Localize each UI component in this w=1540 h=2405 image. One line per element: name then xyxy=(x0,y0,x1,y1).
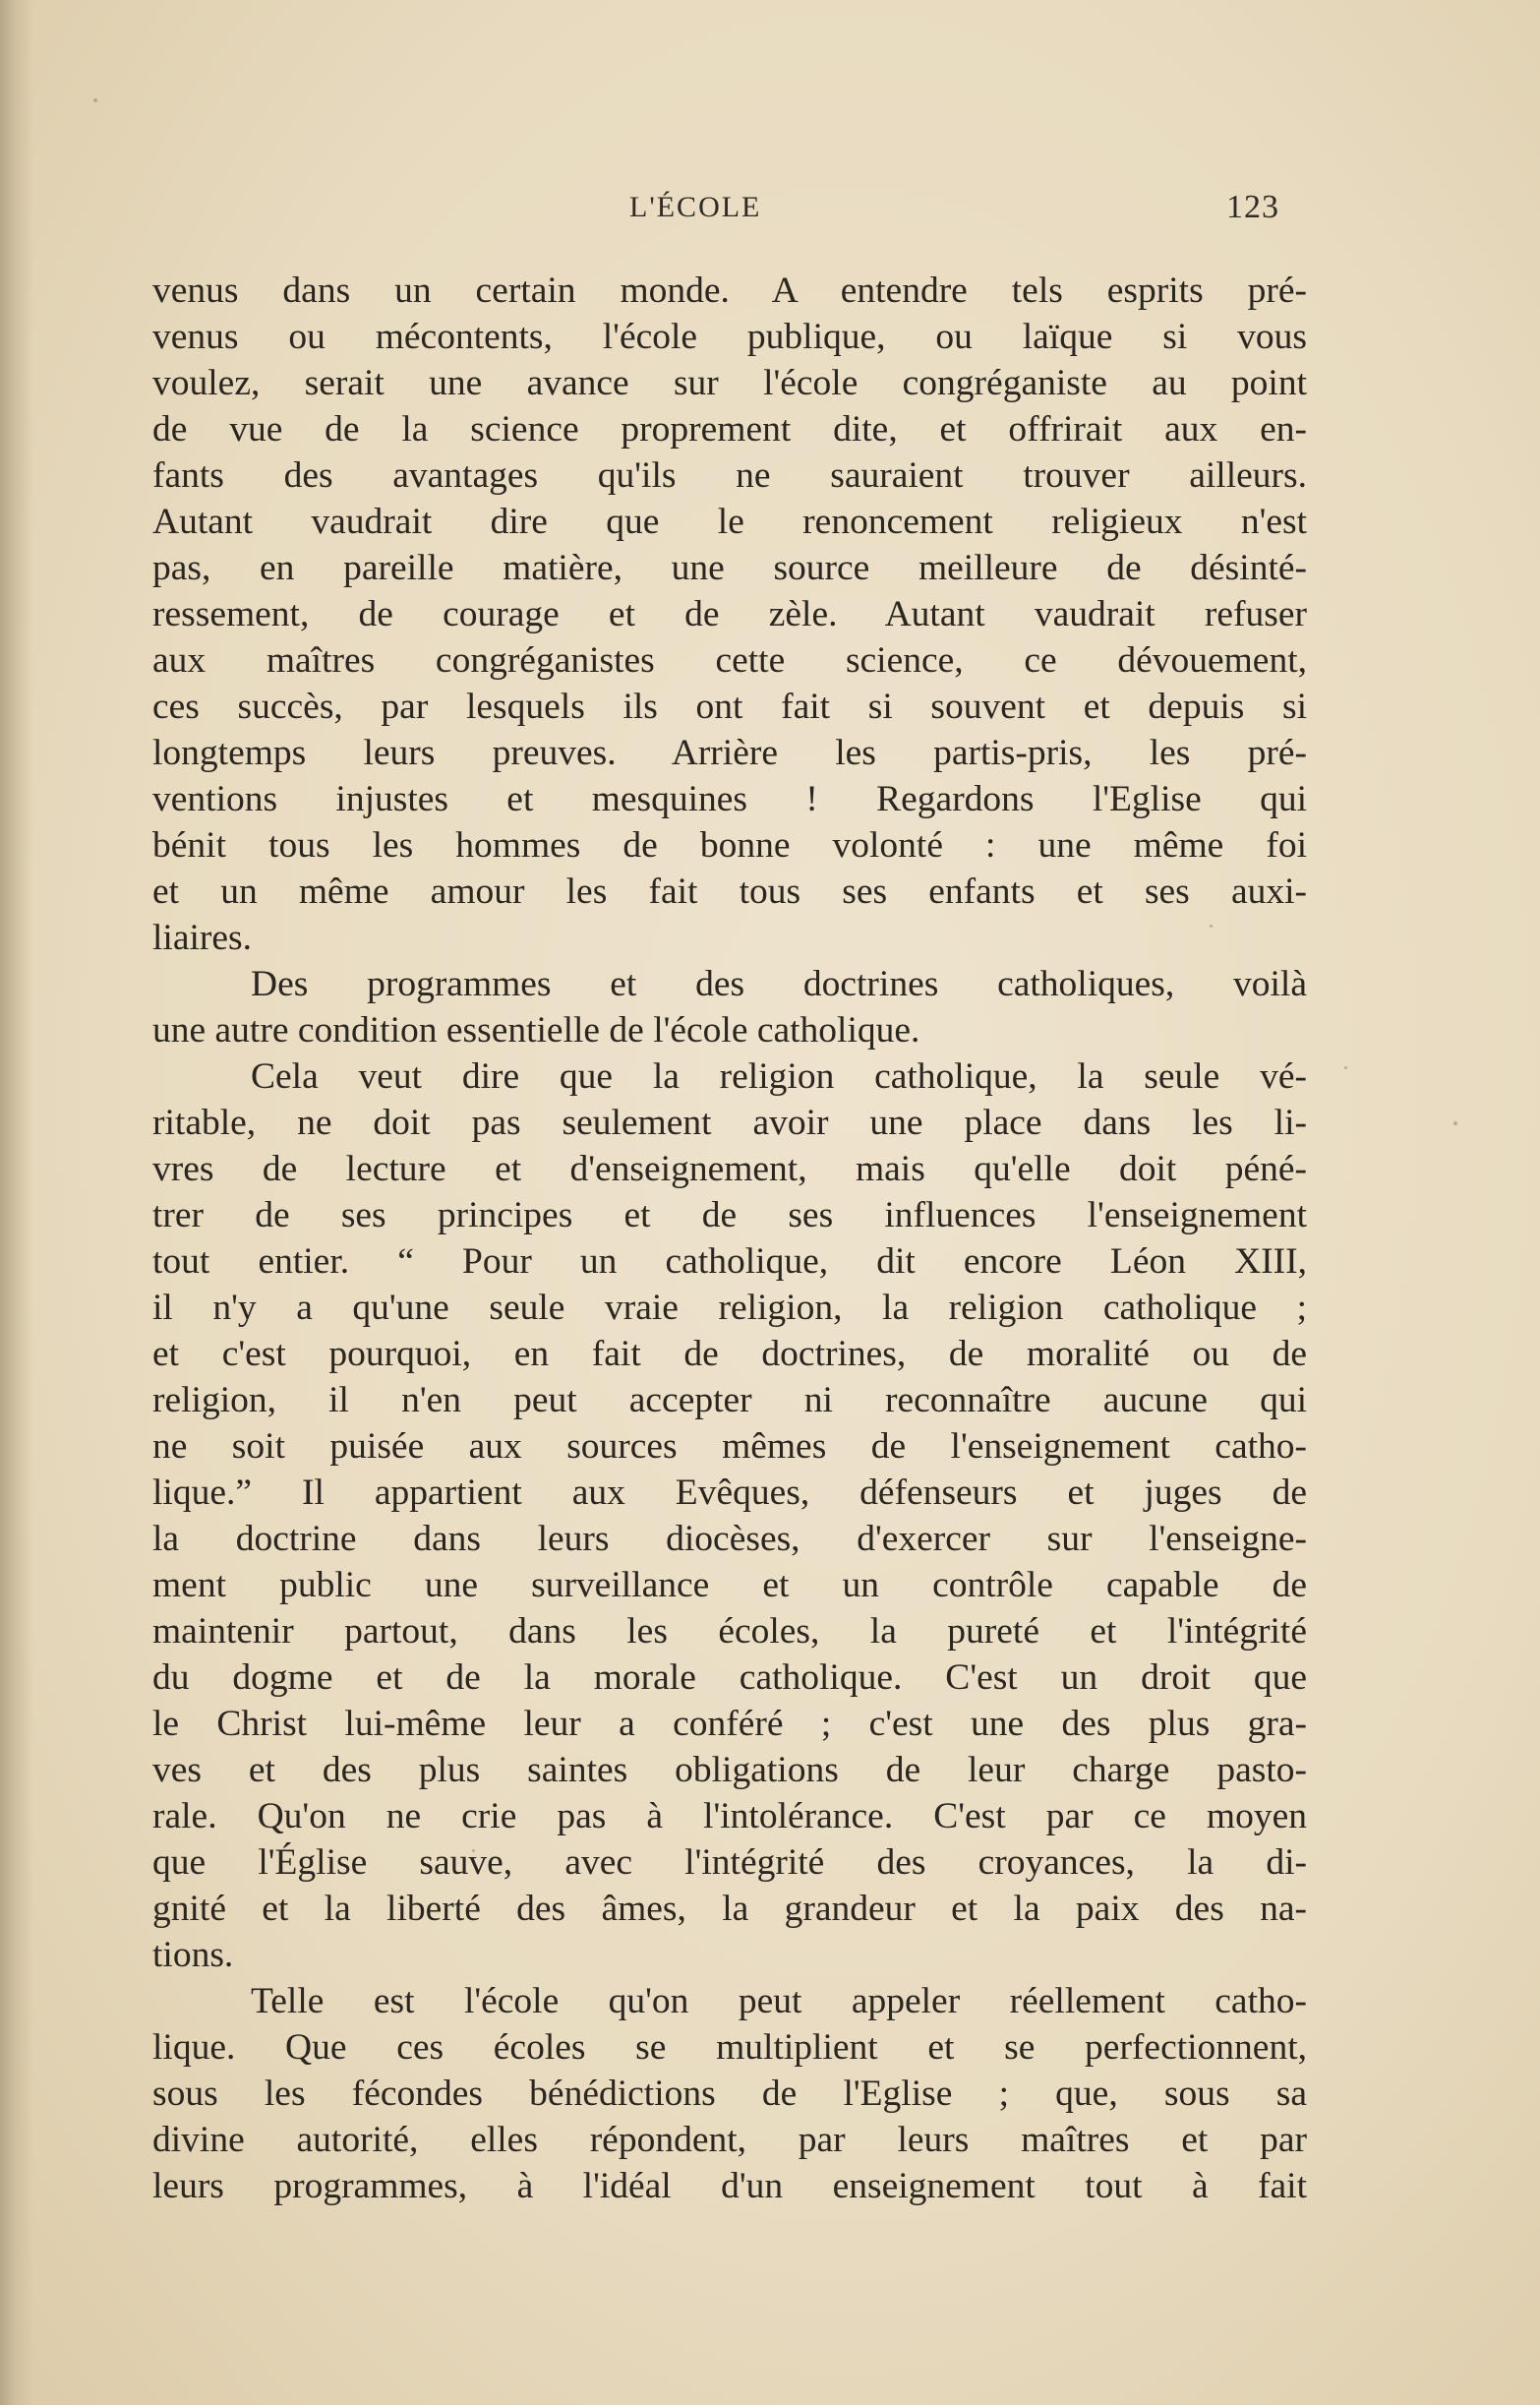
text-line: tout entier. “ Pour un catholique, dit encore Léon XIII, xyxy=(152,1241,1307,1282)
text-line: sous les fécondes bénédictions de l'Eglise ; que, sous sa xyxy=(152,2074,1307,2114)
text-line: ces succès, par lesquels ils ont fait si souvent et depuis si xyxy=(152,687,1307,727)
text-line: gnité et la liberté des âmes, la grandeur et la paix des na- xyxy=(152,1889,1307,1929)
text-line: ves et des plus saintes obligations de leur charge pasto- xyxy=(152,1750,1307,1790)
text-line: trer de ses principes et de ses influences l'enseignement xyxy=(152,1195,1307,1235)
text-line: tions. xyxy=(152,1935,234,1975)
text-line: la doctrine dans leurs diocèses, d'exercer sur l'enseigne- xyxy=(152,1519,1307,1559)
text-line: que l'Église sauve, avec l'intégrité des croyances, la di- xyxy=(152,1842,1307,1883)
text-line: venus ou mécontents, l'école publique, ou laïque si vous xyxy=(152,317,1307,357)
text-line: pas, en pareille matière, une source meilleure de désinté- xyxy=(152,548,1307,588)
text-line: ressement, de courage et de zèle. Autant vaudrait refuser xyxy=(152,594,1307,634)
text-line: leurs programmes, à l'idéal d'un enseignement tout à fait xyxy=(152,2166,1307,2206)
text-line: ment public une surveillance et un contrôle capable de xyxy=(152,1565,1307,1605)
text-line: venus dans un certain monde. A entendre tels esprits pré- xyxy=(152,271,1307,311)
text-line: Autant vaudrait dire que le renoncement religieux n'est xyxy=(152,502,1307,542)
text-line: Des programmes et des doctrines catholiques, voilà xyxy=(251,964,1307,1004)
text-line: vres de lecture et d'enseignement, mais qu'elle doit péné- xyxy=(152,1149,1307,1189)
text-line: ventions injustes et mesquines ! Regardons l'Eglise qui xyxy=(152,779,1307,819)
text-line: le Christ lui-même leur a conféré ; c'est une des plus gra- xyxy=(152,1704,1307,1744)
text-line: une autre condition essentielle de l'école catholique. xyxy=(152,1010,920,1051)
text-line: ritable, ne doit pas seulement avoir une place dans les li- xyxy=(152,1103,1307,1143)
text-line: Telle est l'école qu'on peut appeler réellement catho- xyxy=(251,1981,1307,2021)
text-line: il n'y a qu'une seule vraie religion, la religion catholique ; xyxy=(152,1288,1307,1328)
text-line: divine autorité, elles répondent, par leurs maîtres et par xyxy=(152,2120,1307,2160)
text-line: rale. Qu'on ne crie pas à l'intolérance. C'est par ce moyen xyxy=(152,1796,1307,1836)
text-line: maintenir partout, dans les écoles, la pureté et l'intégrité xyxy=(152,1611,1307,1652)
text-line: bénit tous les hommes de bonne volonté : une même foi xyxy=(152,825,1307,866)
running-head: L'ÉCOLE xyxy=(629,191,762,223)
text-line: et un même amour les fait tous ses enfants et ses auxi- xyxy=(152,872,1307,912)
page-number: 123 xyxy=(1226,189,1279,225)
text-line: liaires. xyxy=(152,918,253,958)
text-line: longtemps leurs preuves. Arrière les partis-pris, les pré- xyxy=(152,733,1307,773)
text-line: aux maîtres congréganistes cette science, ce dévouement, xyxy=(152,640,1307,681)
page-header xyxy=(0,191,1540,240)
text-line: lique. Que ces écoles se multiplient et se perfectionnent, xyxy=(152,2027,1307,2068)
text-line: lique.” Il appartient aux Evêques, défenseurs et juges de xyxy=(152,1473,1307,1513)
body-text xyxy=(152,268,1307,2209)
text-line: religion, il n'en peut accepter ni reconnaître aucune qui xyxy=(152,1380,1307,1420)
text-line: Cela veut dire que la religion catholique, la seule vé- xyxy=(251,1056,1307,1097)
text-line: et c'est pourquoi, en fait de doctrines, de moralité ou de xyxy=(152,1334,1307,1374)
text-line: fants des avantages qu'ils ne sauraient trouver ailleurs. xyxy=(152,455,1307,496)
text-line: ne soit puisée aux sources mêmes de l'enseignement catho- xyxy=(152,1426,1307,1467)
text-line: du dogme et de la morale catholique. C'est un droit que xyxy=(152,1657,1307,1698)
binding-gutter-shadow xyxy=(0,0,33,2405)
text-line: voulez, serait une avance sur l'école congréganiste au point xyxy=(152,363,1307,403)
text-line: de vue de la science proprement dite, et offrirait aux en- xyxy=(152,409,1307,450)
